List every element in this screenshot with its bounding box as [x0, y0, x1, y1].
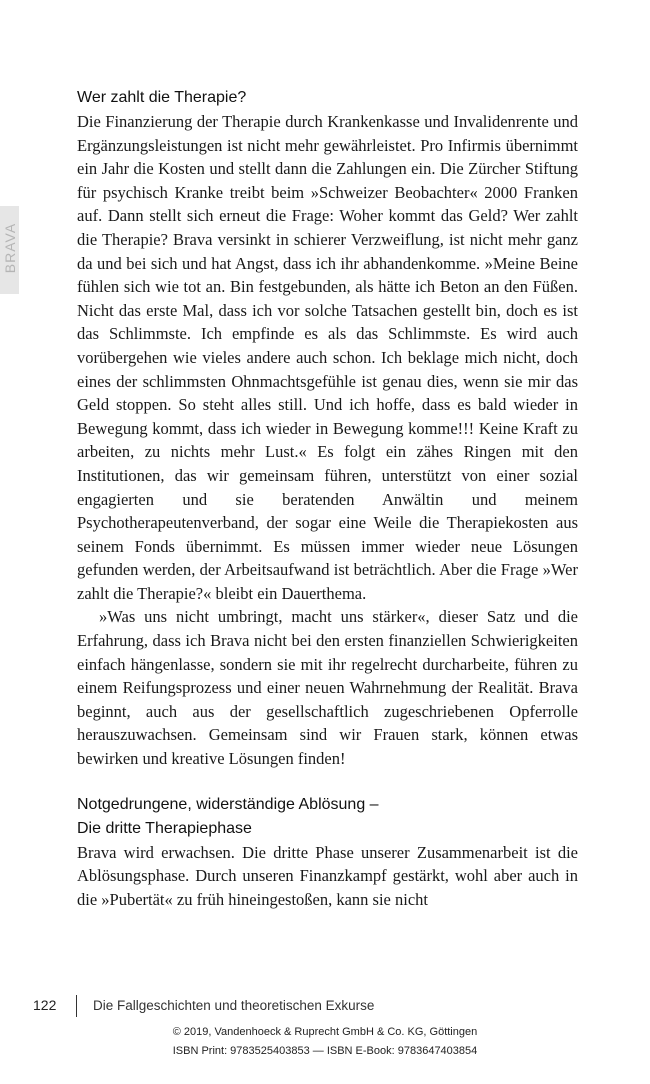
isbn-line: ISBN Print: 9783525403853 — ISBN E-Book: 9783647403854: [172, 1045, 478, 1057]
section-heading: [77, 793, 578, 841]
section-gap: [77, 771, 578, 793]
section-heading-line: Die dritte Therapiephase: [77, 819, 252, 837]
side-tab-label: BRAVA: [2, 222, 18, 274]
footer-divider: [76, 995, 77, 1017]
running-title: Die Fallgeschichten und theoretischen Exkurse: [93, 998, 375, 1013]
copyright-line: © 2019, Vandenhoeck & Ruprecht GmbH & Co. KG, Göttingen: [172, 1026, 478, 1038]
body-paragraph: »Was uns nicht umbringt, macht uns stärker«, dieser Satz und die Erfahrung, dass ich Brava nicht bei den ersten finanziellen Schwierigkeiten einfach hängenlasse, sondern sie mit ihr regelrecht durcharbeite, führen zu einem Reifungsprozess und einer neuen Wahrnehmung der Realität. Brava beginnt, auch aus der gesellschaftlich zugeschriebenen Opferrolle herauszuwachsen. Gemeinsam sind wir Frauen stark, können etwas bewirken und kreative Lösungen finden!: [77, 607, 578, 769]
body-paragraph: Die Finanzierung der Therapie durch Krankenkasse und Invalidenrente und Ergänzungsleistungen ist nicht mehr gewährleistet. Pro Infirmis übernimmt ein Jahr die Kosten und stellt dann die Zahlungen ein. Die Zürcher Stiftung für psychisch Kranke treibt beim »Schweizer Beobachter« 2000 Franken auf. Dann stellt sich erneut die Frage: Woher kommt das Geld? Wer zahlt die Therapie? Brava versinkt in schierer Verzweiflung, ist nicht mehr ganz da und bei sich und hat Angst, dass ich ihr abhandenkomme. »Meine Beine fühlen sich wie tot an. Bin festgebunden, als hätte ich Beton an den Füßen. Nicht das erste Mal, dass ich vor solche Tatsachen gestellt bin, doch es ist das Schlimmste. Ich empfinde es als das Schlimmste. Es wird auch vorübergehen wie vieles andere auch schon. Ich beklage mich nicht, doch eines der schlimmsten Ohnmachtsgefühle ist genau dies, wenn sie mir das Geld stoppen. So steht alles still. Und ich hoffe, dass es bald wieder in Bewegung kommt, dass ich wieder in Bewegung komme!!! Keine Kraft zu arbeiten, zu nichts mehr Lust.« Es folgt ein zähes Ringen mit den Institutionen, das wir gemeinsam führen, unterstützt von einer sozial engagierten und sie beratenden Anwältin und meinem Psychotherapeutenverband, der sogar eine Weile die Therapiekosten aus seinem Fonds übernimmt. Es müssen immer wieder neue Lösungen gefunden werden, der Arbeitsaufwand ist beträchtlich. Aber die Frage »Wer zahlt die Therapie?« bleibt ein Dauerthema.: [77, 112, 578, 603]
side-tab: [0, 206, 19, 294]
section-heading: Wer zahlt die Therapie?: [77, 89, 247, 106]
page-number: 122: [33, 997, 57, 1013]
page-content: [77, 86, 578, 911]
section-heading-line: Notgedrungene, widerständige Ablösung –: [77, 795, 379, 813]
body-paragraph: Brava wird erwachsen. Die dritte Phase unserer Zusammenarbeit ist die Ablösungsphase. Durch unseren Finanzkampf gestärkt, wohl aber auch in die »Pubertät« zu früh hineingestoßen, kann sie nicht: [77, 842, 578, 909]
